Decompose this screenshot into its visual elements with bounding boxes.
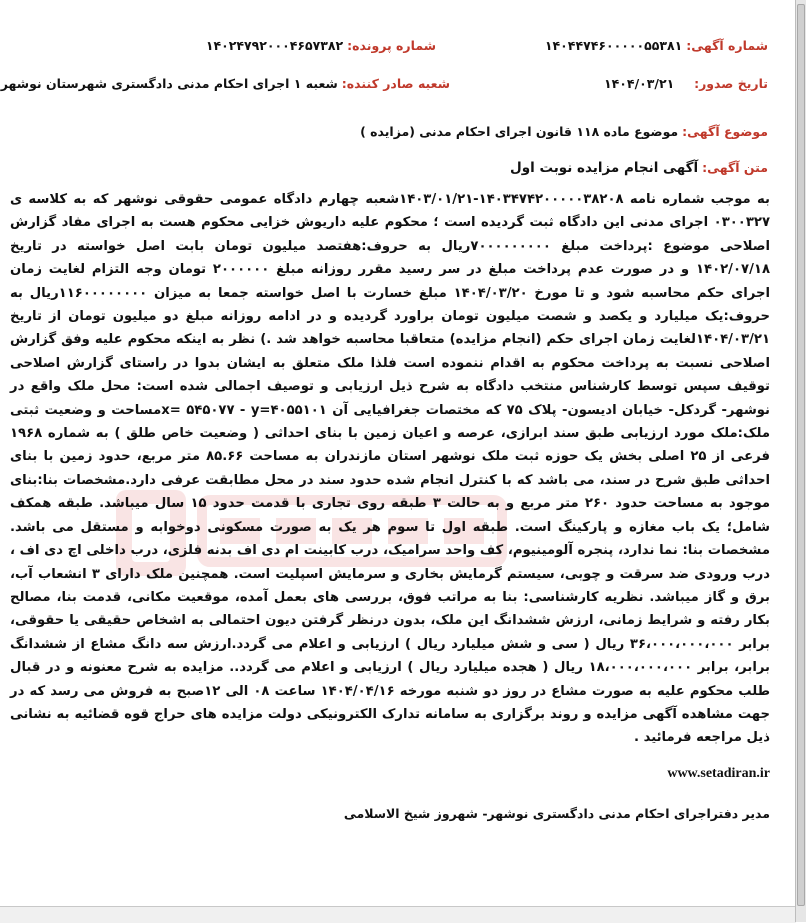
issuing-branch-label: شعبه صادر کننده: — [341, 76, 450, 91]
ad-number — [545, 38, 768, 53]
ad-number-label: شماره آگهی: — [686, 38, 768, 53]
issue-date — [604, 76, 768, 91]
ad-body-text: به موجب شماره نامه ۱۴۰۳۴۷۴۲۰۰۰۰۰۳۸۲۰۸-۱۴۰۳/۰۱/۲۱شعبه چهارم دادگاه عمومی حقوقی نوشهر که به کلاسه ی ۰۳۰۰۳۲۷ اجرای مدنی این دادگاه ثبت گردیده است ؛ محکوم علیه داریوش خزایی محکوم هست به اجرای مفاد گزارش اصلاحی موضوع :پرداخت مبلغ ۷۰۰۰۰۰۰۰۰۰ریال به حروف:هفتصد میلیون تومان بابت اصل خواسته در تاریخ ۱۴۰۲/۰۷/۱۸ و در صورت عدم پرداخت مبلغ در سر رسید مقرر روزانه مبلغ ۲۰۰۰۰۰۰ تومان وجه التزام لغایت زمان اجرای حکم محاسبه شود و تا مورخ ۱۴۰۴/۰۳/۲۰ مبلغ خسارت با اصل خواسته جمعا به میزان ۱۱۶۰۰۰۰۰۰۰۰ریال به حروف:یک میلیارد و یکصد و شصت میلیون تومان براورد گردیده و در ادامه روزانه مبلغ دو میلیون تومان از تاریخ ۱۴۰۴/۰۳/۲۱لغایت زمان اجرای حکم (انجام مزایده) متعاقبا محاسبه خواهد شد .) نظر به اینکه محکوم علیه وفق گزارش اصلاحی نسبت به پرداخت محکوم به اقدام ننموده است فلذا ملک متعلق به ایشان بدوا در راستای گزارش اصلاحی توقیف سپس توسط کارشناس منتخب دادگاه به شرح ذیل ارزیابی و توصیف اجمالی شده است: محل ملک واقع در نوشهر- گردکل- خیابان ادیسون- پلاک ۷۵ که مختصات جغرافیایی آن x= ۵۴۵۰۷۷ - y=۴۰۵۵۱۰۱مساحت و وضعیت ثبتی ملک:ملک مورد ارزیابی طبق سند ابرازی، عرصه و اعیان زمین با بنای احداثی ( وضعیت خاص طلق ) به شماره ۱۹۶۸ فرعی از ۲۵ اصلی بخش یک حوزه ثبت ملک نوشهر استان مازندران به مساحت ۸۵.۶۶ متر مربع، حدود زمین با بنای احداثی طبق شرح در سند، می باشد که با کنترل انجام شده حدود سند در محل مطابقت عرفی دارد.مشخصات بنا:بنای موجود به مساحت حدود ۲۶۰ متر مربع و به حالت ۳ طبقه روی تجاری با قدمت حدود ۱۵ سال میباشد. طبقه همکف شامل؛ یک باب مغازه و پارکینگ است. طبقه اول تا سوم هر یک به صورت مسکونی دوخوابه و مستقل می باشد. مشخصات بنا: نما ندارد، پنجره آلومینیوم، کف واحد سرامیک، درب کابینت ام دی اف بدنه فلزی، درب داخلی اچ دی اف ، درب ورودی ضد سرقت و چوبی، سیستم گرمایش بخاری و سرمایش اسپلیت است. همچنین ملک دارای ۳ انشعاب آب، برق و گاز میباشد. نظریه کارشناسی: بنا به مراتب فوق، بررسی های بعمل آمده، موقعیت مکانی، قدمت بنا، مصالح بکار رفته و شرایط زمانی، ارزش ششدانگ این ملک، بدون درنظر گرفتن دیون احتمالی به اشخاص حقیقی یا حقوقی، برابر ۳۶،۰۰۰،۰۰۰،۰۰۰ ریال ( سی و شش میلیارد ریال ) ارزیابی و اعلام می گردد.ارزش سه دانگ مشاع از ششدانگ برابر، برابر ۱۸،۰۰۰،۰۰۰،۰۰۰ ریال ( هجده میلیارد ریال ) ارزیابی و اعلام می گردد.. مزایده به شرح معنونه و در قبال طلب محکوم علیه به صورت مشاع در روز دو شنبه مورخه ۱۴۰۴/۰۴/۱۶ ساعت ۰۸ الی ۱۲صبح به فروش می رسد که در جهت مشاهده آگهی مزایده و روند برگزاری به سامانه تدارک الکترونیکی دولت مزایده های حراج قوه قضائیه به نشانی ذیل مراجعه فرمائید . — [10, 192, 771, 746]
website-link[interactable]: www.setadiran.ir — [667, 766, 770, 781]
ad-text-label: متن آگهی: — [702, 160, 768, 175]
scrollbar-thumb[interactable] — [797, 4, 805, 906]
case-number-value: ۱۴۰۲۴۷۹۲۰۰۰۴۶۵۷۳۸۲ — [205, 38, 344, 53]
issuing-branch-value: شعبه ۱ اجرای احکام مدنی دادگستری شهرستان نوشهر — [0, 76, 338, 91]
subject — [360, 124, 768, 139]
subject-label: موضوع آگهی: — [682, 124, 768, 139]
case-number — [206, 38, 436, 53]
subject-value: موضوع ماده ۱۱۸ قانون اجرای احکام مدنی (مزایده ) — [360, 124, 679, 139]
bottom-border — [0, 906, 796, 923]
issue-date-value: ۱۴۰۴/۰۳/۲۱ — [604, 76, 675, 91]
issuing-branch — [1, 76, 450, 91]
ad-text-heading — [510, 160, 768, 176]
vertical-scrollbar[interactable] — [795, 0, 806, 922]
ad-number-value: ۱۴۰۴۴۷۴۶۰۰۰۰۰۵۵۳۸۱ — [544, 38, 683, 53]
issue-date-label: تاریخ صدور: — [694, 76, 768, 91]
ad-text-title: آگهی انجام مزایده نوبت اول — [510, 160, 699, 176]
case-number-label: شماره پرونده: — [347, 38, 436, 53]
signature: مدیر دفتراجرای احکام مدنی دادگستری نوشهر- شهروز شیخ الاسلامی — [343, 806, 770, 821]
